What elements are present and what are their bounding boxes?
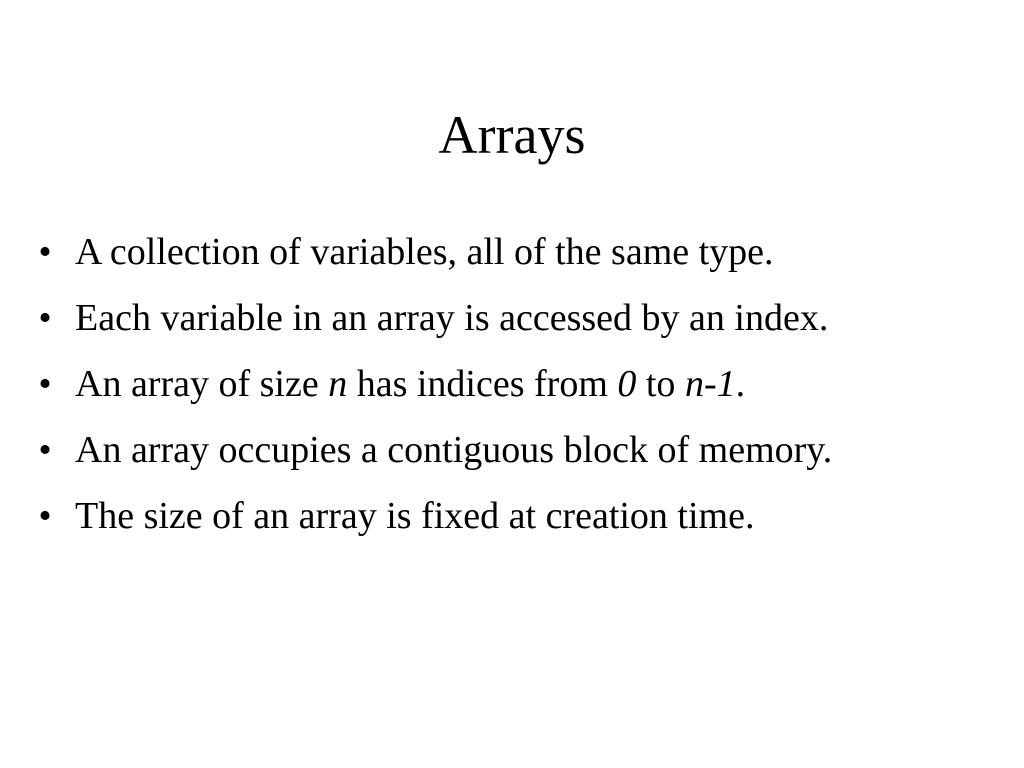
bullet-text: An array of size n has indices from 0 to n-1. <box>75 363 746 405</box>
bullet-item <box>30 362 1010 406</box>
bullet-text: The size of an array is fixed at creation time. <box>75 495 755 537</box>
bullet-list <box>30 230 1010 560</box>
bullet-item <box>30 494 1010 538</box>
bullet-item <box>30 428 1010 472</box>
slide-title: Arrays <box>438 105 586 165</box>
bullet-dot-icon: • <box>38 231 52 273</box>
bullet-item <box>30 230 1010 274</box>
bullet-item <box>30 296 1010 340</box>
bullet-dot-icon: • <box>38 429 52 471</box>
bullet-dot-icon: • <box>38 495 52 537</box>
bullet-dot-icon: • <box>38 363 52 405</box>
bullet-text: A collection of variables, all of the same type. <box>75 231 774 273</box>
bullet-dot-icon: • <box>38 297 52 339</box>
bullet-text: An array occupies a contiguous block of memory. <box>75 429 833 471</box>
bullet-text: Each variable in an array is accessed by an index. <box>75 297 829 339</box>
